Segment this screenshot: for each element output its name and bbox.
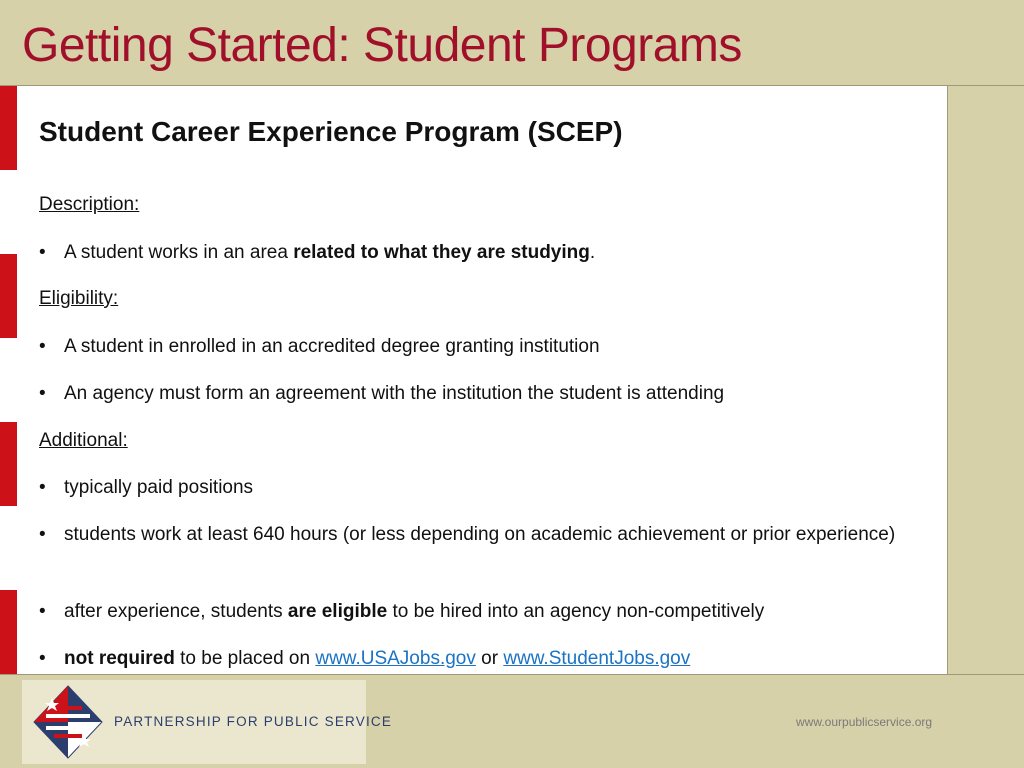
bullet-dot: • — [39, 383, 46, 404]
bullet-dot: • — [39, 601, 46, 622]
additional-bullet: • students work at least 640 hours (or less depending on academic achievement or prior experience) — [39, 520, 949, 550]
stripe-red — [0, 422, 17, 506]
partnership-logo — [22, 680, 393, 764]
are-eligible-bold: are eligible — [287, 601, 388, 622]
bullet-dot: • — [39, 477, 46, 498]
bullet-dot: • — [39, 242, 46, 263]
eligibility-bullet: • A student in enrolled in an accredited degree granting institution — [39, 332, 600, 362]
eligibility-label: Eligibility: — [39, 288, 119, 309]
logo-text: PARTNERSHIP FOR PUBLIC SERVICE — [114, 714, 393, 729]
stripe-white — [0, 338, 17, 422]
footer-url: www.ourpublicservice.org — [796, 715, 933, 729]
additional-bullet: • typically paid positions — [39, 473, 253, 503]
logo-emblem-icon — [32, 684, 104, 760]
footer-divider — [0, 674, 1024, 675]
not-required-bold: not required — [64, 648, 175, 669]
bullet-dot: • — [39, 336, 46, 357]
bullet-dot: • — [39, 524, 46, 545]
stripe-white — [0, 506, 17, 590]
related-studying-bold: related to what they are studying — [293, 242, 590, 263]
slide-title: Getting Started: Student Programs — [22, 19, 742, 72]
eligibility-bullet: • An agency must form an agreement with the institution the student is attending — [39, 379, 724, 409]
studentjobs-link[interactable]: www.StudentJobs.gov — [503, 648, 691, 669]
description-label: Description: — [39, 194, 140, 215]
additional-bullet: • after experience, students are eligible to be hired into an agency non-competitively — [39, 597, 764, 627]
stripe-red — [0, 590, 17, 674]
description-bullet: • A student works in an area related to what they are studying. — [39, 238, 595, 268]
usajobs-link[interactable]: www.USAJobs.gov — [315, 648, 476, 669]
red-white-stripes — [0, 86, 17, 674]
content-panel — [17, 86, 947, 674]
stripe-white — [0, 170, 17, 254]
program-heading: Student Career Experience Program (SCEP) — [39, 116, 623, 147]
bullet-dot: • — [39, 648, 46, 669]
content-right-border — [947, 86, 948, 674]
stripe-red — [0, 86, 17, 170]
additional-label: Additional: — [39, 430, 128, 451]
additional-bullet: • not required to be placed on www.USAJobs.gov or www.StudentJobs.gov — [39, 644, 690, 674]
stripe-red — [0, 254, 17, 338]
